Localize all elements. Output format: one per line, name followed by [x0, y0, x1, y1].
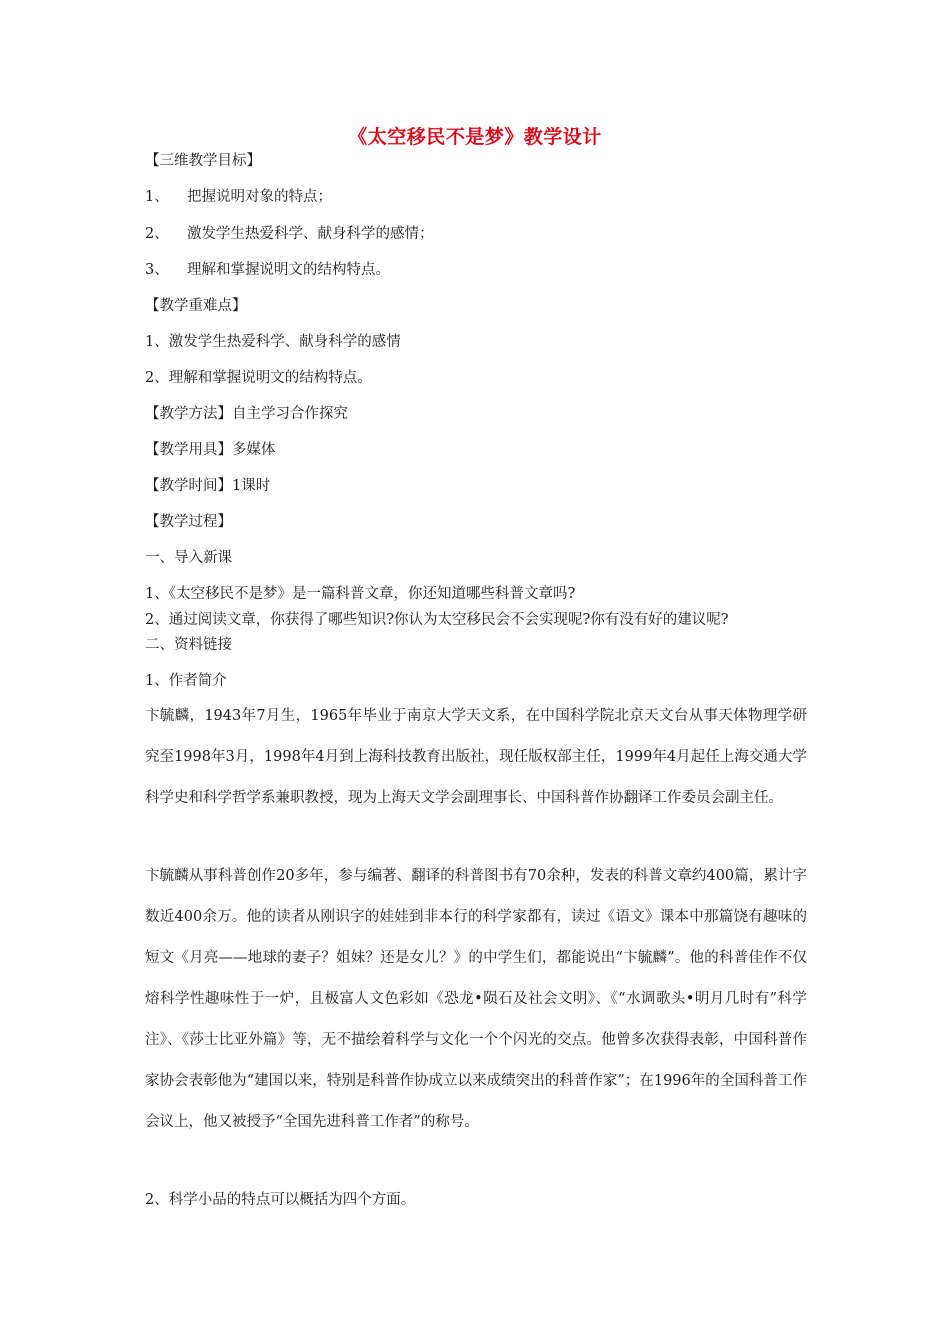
process-heading: 【教学过程】: [145, 514, 232, 530]
teaching-tools: 【教学用具】多媒体: [145, 442, 276, 458]
goal-number: 3、: [145, 262, 169, 278]
goal-number: 2、: [145, 226, 169, 242]
goal-text: 把握说明对象的特点；: [187, 189, 332, 205]
goal-item: [145, 224, 434, 244]
key-point-item: 1、激发学生热爱科学、献身科学的感情: [145, 334, 401, 350]
goal-number: 1、: [145, 189, 169, 205]
author-bio-paragraph: 卞毓麟，1943年7月生，1965年毕业于南京大学天文系，在中国科学院北京天文台从事天体物理学研究至1998年3月，1998年4月到上海科技教育出版社，现任版权部主任，1999年4月起任上海交通大学科学史和科学哲学系兼职教授，现为上海天文学会副理事长、中国科普作协翻译工作委员会副主任。: [145, 708, 807, 806]
key-points-heading: 【教学重难点】: [145, 298, 247, 314]
author-heading: 1、作者简介: [145, 673, 227, 689]
goal-item: [145, 187, 332, 207]
goal-text: 激发学生热爱科学、献身科学的感情；: [187, 226, 434, 242]
intro-question: 1、《太空移民不是梦》是一篇科普文章，你还知道哪些科普文章吗?: [145, 586, 576, 602]
section-heading: 二、资料链接: [145, 637, 232, 653]
goals-heading: 【三维教学目标】: [145, 153, 261, 169]
document-title: 《太空移民不是梦》教学设计: [348, 126, 602, 148]
author-bio-paragraph: 卞毓麟从事科普创作20多年，参与编著、翻译的科普图书有70余种，发表的科普文章约400篇，累计字数近400余万。他的读者从刚识字的娃娃到非本行的科学家都有，读过《语文》课本中那篇饶有趣味的短文《月亮——地球的妻子？姐妹？还是女儿？》的中学生们，都能说出“卞毓麟”。他的科普佳作不仅熔科学性趣味性于一炉，且极富人文色彩如《恐龙•陨石及社会文明》、《“水调歌头•明月几时有”科学注》、《莎士比亚外篇》等，无不描绘着科学与文化一个个闪光的交点。他曾多次获得表彰，中国科普作家协会表彰他为“建国以来，特别是科普作协成立以来成绩突出的科普作家”；在1996年的全国科普工作会议上，他又被授予“全国先进科普工作者”的称号。: [145, 868, 807, 1130]
features-heading: 2、科学小品的特点可以概括为四个方面。: [145, 1192, 416, 1208]
key-point-item: 2、理解和掌握说明文的结构特点。: [145, 370, 372, 386]
intro-question: 2、通过阅读文章，你获得了哪些知识?你认为太空移民会不会实现呢?你有没有好的建议呢?: [145, 612, 729, 628]
goal-item: [145, 260, 390, 280]
goal-text: 理解和掌握说明文的结构特点。: [187, 262, 390, 278]
teaching-time: 【教学时间】1课时: [145, 478, 271, 494]
teaching-method: 【教学方法】自主学习合作探究: [145, 406, 348, 422]
section-heading: 一、导入新课: [145, 550, 232, 566]
